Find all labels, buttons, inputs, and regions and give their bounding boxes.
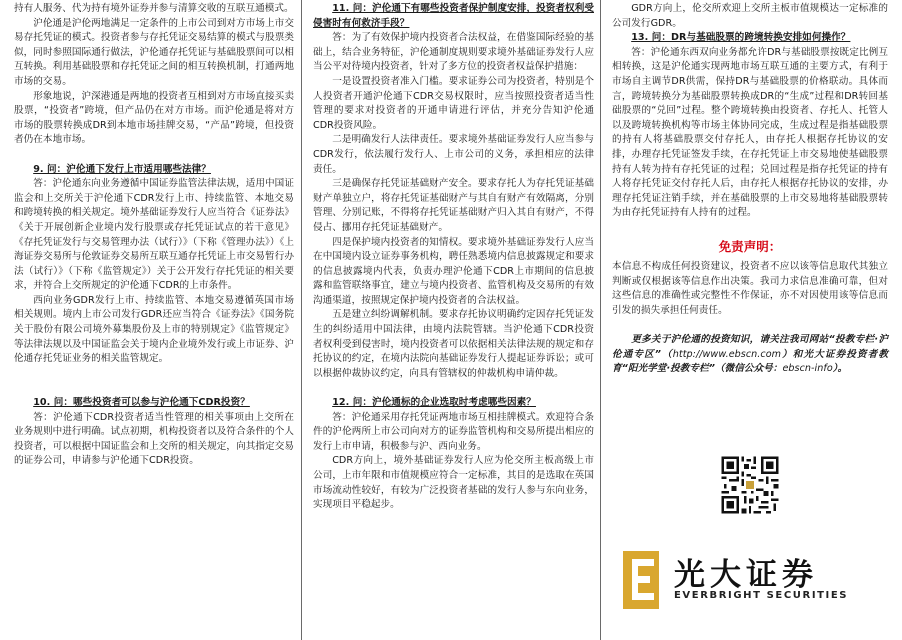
answer-9: 答：沪伦通东向业务遵循中国证券监管法律法规，适用中国证监会和上交所关于沪伦通下CDR发行上市、持续监管、本地交易和跨境转换的相关规定。境外基础证券发行人应当符合《证券法》《关于开展创新企业境内发行股票或存托凭证试点的若干意见》《存托凭证发行与交易管理办法（试行）》（下称《管理办法》）《上海证券交易所与伦敦证券交易所互联互通存托凭证上市交易暂行办法（试行）》（下称《监管规定》）关于公开发行存托凭证的相关要求，并符合上交所规定的沪伦通下CDR的上市条件。 xyxy=(14,178,294,292)
column-divider-2 xyxy=(600,0,601,640)
blank-line xyxy=(14,381,294,396)
everbright-logo xyxy=(621,549,849,611)
answer-12-cdr: CDR方向上，境外基础证券发行人应为伦交所主板高级上市公司，上市年限和市值规模应符合一定标准，其目的是选取在英国市场流动性较好，有较为广泛投资者基础的发行人参与东向业务，实现项目平稳起步。 xyxy=(313,455,594,511)
qr-code-icon xyxy=(719,454,781,516)
logo-english-name: EVERBRIGHT SECURITIES xyxy=(674,590,849,601)
column-middle xyxy=(313,2,594,640)
question-13: 13. 问：DR与基础股票的跨境转换安排如何操作？ xyxy=(631,32,851,44)
info-end: ）。 xyxy=(832,363,848,375)
blank-line xyxy=(612,318,888,333)
question-11: 11. 问：沪伦通下有哪些投资者保护制度安排，投资者权利受侵害时有何救济手段？ xyxy=(313,3,594,29)
paragraph-shanghai-london-connect: 沪伦通是沪伦两地满足一定条件的上市公司到对方市场上市交易存托凭证的模式。投资者参与存托凭证交易结算的模式与股票类似，同时参照国际通行做法，沪伦通存托凭证与基础股票间可以相互转换。利用基础股票和存托凭证之间的相互转换机制，打通两地市场的交易。 xyxy=(14,17,294,87)
blank-line xyxy=(14,367,294,382)
answer-9-westbound: 西向业务GDR发行上市、持续监管、本地交易遵循英国市场相关规则。境内上市公司发行GDR还应当符合《证券法》《国务院关于股份有限公司境外募集股份及上市的特别规定》《监管规定》等法律法规以及中国证监会关于境内企业境外发行或上市证券、沪伦通存托凭证业务的相关监管规定。 xyxy=(14,294,294,365)
question-12: 12. 问：沪伦通标的企业选取时考虑哪些因素？ xyxy=(332,397,536,409)
measure-4: 四是保护境内投资者的知情权。要求境外基础证券发行人应当在中国境内设立证券事务机构，聘任熟悉境内信息披露规定和要求的信息披露境内代表，负责办理沪伦通下CDR上市期间的信息披露和监管联络事宜，建立与境内投资者、监管机构及交易所的有效沟通渠道，按照规定保护境内投资者的合法权益。 xyxy=(313,236,594,306)
info-middle: ）和光大证券投资者教育“阳光学堂·投教专栏”（微信公众号： xyxy=(612,348,889,375)
info-lead: 更多关于沪伦通的投资知识，请关注我司网站“投教专栏·沪伦通专区”（ xyxy=(612,334,888,360)
disclaimer-title: 免责声明： xyxy=(718,238,782,254)
measure-1: 一是设置投资者准入门槛。要求证券公司为投资者，特别是个人投资者开通沪伦通下CDR交易权限时，应当按照投资者适当性管理的要求对投资者的开通申请进行评估，并充分告知沪伦通CDR投资风险。 xyxy=(313,75,594,131)
column-left xyxy=(14,2,294,640)
everbright-emblem-icon xyxy=(621,549,661,611)
info-text xyxy=(612,333,888,377)
paragraph-comparison: 形象地说，沪深港通是两地的投资者互相到对方市场直接买卖股票，“投资者”跨境，但产品仍在对方市场。而沪伦通是将对方市场的股票转换成DR到本地市场挂牌交易，“产品”跨境，但投资者仍在本地市场。 xyxy=(14,90,294,146)
blank-line xyxy=(14,148,294,163)
logo-chinese-name: 光大证券 xyxy=(674,557,818,593)
website-link[interactable]: http://www.ebscn.com xyxy=(672,348,782,360)
answer-13: 答：沪伦通东西双向业务都允许DR与基础股票按既定比例互相转换，这是沪伦通实现两地市场互联互通的主要方式，有利于市场自主调节DR供需，保持DR与基础股票的价格联动。具体而言，跨境转换分为基础股票转换成DR的“生成”过程和DR转回基础股票的“兑回”过程。整个跨境转换由投资者、存托人、托管人以及跨境转换机构等市场主体协同完成，生成过程是指基础股票的持有人将基础股票交付存托人，由存托人根据存托协议的安排，办理存托凭证签发手续，在存托凭证上市交易地使基础股票持有人转为持有存托凭证的过程；兑回过程是指存托凭证的持有人将存托凭证交付存托人后，由存托人根据存托协议的安排，办理存托凭证注销手续，并在基础股票的上市交易地将基础股票转为由存托凭证持有人持有的过程。 xyxy=(612,46,888,219)
measure-3: 三是确保存托凭证基础财产安全。要求存托人为存托凭证基础财产单独立户，将存托凭证基础财产与其自有财产有效隔离，分别管理、分别记账，不得将存托凭证基础财产归入其自有财产，不得侵占、挪用存托凭证基础财产。 xyxy=(313,178,594,233)
question-9: 9. 问：沪伦通下发行上市适用哪些法律？ xyxy=(33,163,211,175)
paragraph-intro-end: 持有人服务、代为持有境外证券并参与清算交收的互联互通模式。 xyxy=(14,3,294,14)
answer-12: 答：沪伦通采用存托凭证两地市场互相挂牌模式。欢迎符合条件的沪伦两所上市公司向对方的证券监管机构和交易所提出相应的发行上市申请，积极参与沪、西向业务。 xyxy=(313,411,594,452)
measure-2: 二是明确发行人法律责任。要求境外基础证券发行人应当参与CDR发行，依法履行发行人、上市公司的义务，承担相应的法律责任。 xyxy=(313,134,594,175)
blank-line xyxy=(612,221,888,236)
answer-10: 答：沪伦通下CDR投资者适当性管理的相关事项由上交所在业务规则中进行明确。试点初期，机构投资者以及符合条件的个人投资者，可以根据中国证监会和上交所的相关规定，向其指定交易的证券公司，申请参与沪伦通下CDR投资。 xyxy=(14,411,294,467)
answer-11: 答：为了有效保护境内投资者合法权益，在借鉴国际经验的基础上，结合业务特征，沪伦通制度规则要求境外基础证券发行人应当公平对待境内投资者，针对了多方位的投资者权益保护措施： xyxy=(313,32,594,73)
paragraph-gdr: GDR方向上，伦交所欢迎上交所主板市值规模达一定标准的公司发行GDR。 xyxy=(612,3,888,29)
blank-line xyxy=(313,381,594,396)
question-10: 10. 问：哪些投资者可以参与沪伦通下CDR投资？ xyxy=(33,397,250,409)
disclaimer-text: 本信息不构成任何投资建议，投资者不应以该等信息取代其独立判断或仅根据该等信息作出决策。我司力求信息准确可靠，但对这些信息的准确性或完整性不作保证，亦不对因使用该等信息而引发的损失承担任何责任。 xyxy=(612,261,888,316)
column-right xyxy=(612,2,888,640)
wechat-id: ebscn-info xyxy=(782,363,833,375)
measure-5: 五是建立纠纷调解机制。要求存托协议明确约定因存托凭证发生的纠纷适用中国法律，由境内法院管辖。当沪伦通下CDR投资者权利受到侵害时，境内投资者可以依据相关法律法规的规定和存托协议的约定，在境内法院向基础证券发行人提起证券诉讼；或可以根据仲裁协议约定，向具有管辖权的仲裁机构申请仲裁。 xyxy=(313,309,594,379)
column-divider-1 xyxy=(301,0,302,640)
